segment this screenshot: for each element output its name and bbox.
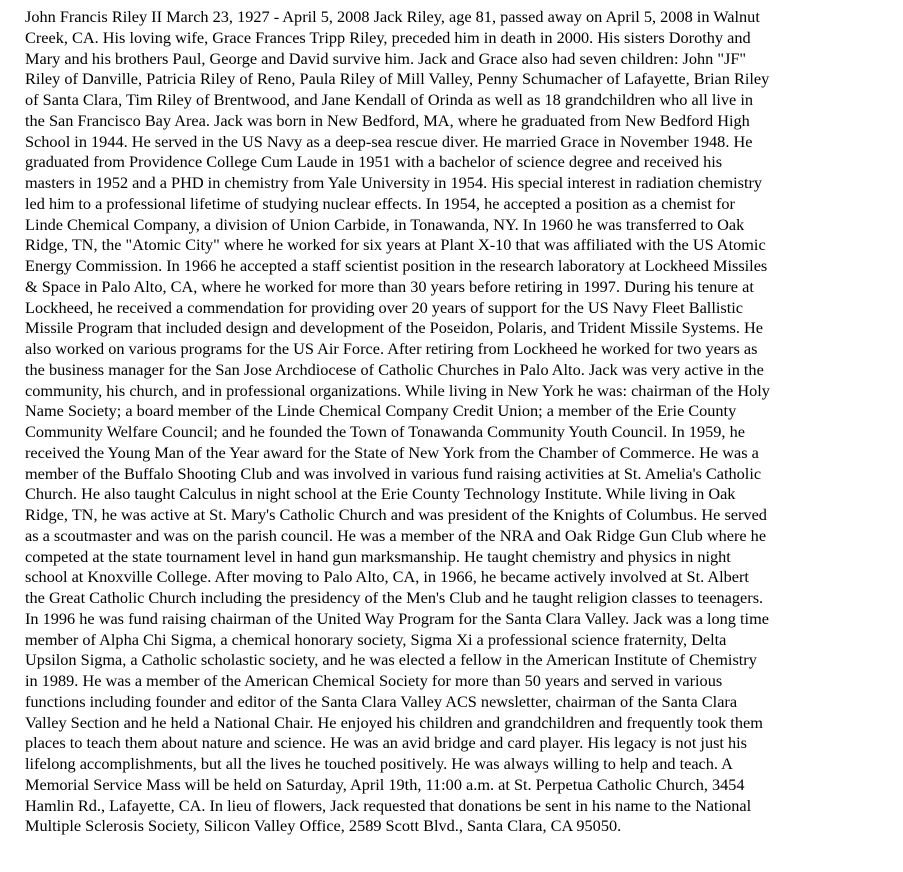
text-line: Ridge, TN, the "Atomic City" where he worked for six years at Plant X-10 that was affiliated with the US Atomic — [25, 235, 766, 255]
text-line: Church. He also taught Calculus in night school at the Erie County Technology Institute. While living in Oak — [25, 484, 736, 504]
text-line: community, his church, and in professional organizations. While living in New York he was: chairman of the Holy — [25, 380, 770, 400]
text-line: functions including founder and editor of the Santa Clara Valley ACS newsletter, chairman of the Santa Clara — [25, 691, 738, 711]
text-line: competed at the state tournament level in hand gun marksmanship. He taught chemistry and physics in night — [25, 546, 731, 566]
text-line: Riley of Danville, Patricia Riley of Reno, Paula Riley of Mill Valley, Penny Schumacher of Lafayette, Brian Riley — [25, 69, 770, 89]
text-line: member of the Buffalo Shooting Club and was involved in various fund raising activities at St. Amelia's Catholic — [25, 463, 762, 483]
text-line: places to teach them about nature and science. He was an avid bridge and card player. His legacy is not just his — [25, 733, 748, 753]
text-line: Multiple Sclerosis Society, Silicon Valley Office, 2589 Scott Blvd., Santa Clara, CA 95050. — [25, 816, 622, 836]
text-line: graduated from Providence College Cum Laude in 1951 with a bachelor of science degree and received his — [25, 152, 723, 172]
text-line: Hamlin Rd., Lafayette, CA. In lieu of flowers, Jack requested that donations be sent in his name to the National — [25, 795, 752, 815]
text-line: Lockheed, he received a commendation for providing over 20 years of support for the US Navy Fleet Ballistic — [25, 297, 743, 317]
text-line: & Space in Palo Alto, CA, where he worked for more than 30 years before retiring in 1997. During his tenure at — [25, 276, 754, 296]
text-line: Name Society; a board member of the Linde Chemical Company Credit Union; a member of the Erie County — [25, 401, 737, 421]
text-line: as a scoutmaster and was on the parish council. He was a member of the NRA and Oak Ridge Gun Club where he — [25, 525, 767, 545]
text-line: member of Alpha Chi Sigma, a chemical honorary society, Sigma Xi a professional science fraternity, Delta — [25, 629, 727, 649]
text-line: led him to a professional lifetime of studying nuclear effects. In 1954, he accepted a position as a chemist for — [25, 193, 735, 213]
text-line: Community Welfare Council; and he founded the Town of Tonawanda Community Youth Council. In 1959, he — [25, 422, 745, 441]
text-line: also worked on various programs for the US Air Force. After retiring from Lockheed he worked for two years as — [25, 339, 758, 358]
text-line: Ridge, TN, he was active at St. Mary's Catholic Church and was president of the Knights of Columbus. He served — [25, 505, 767, 524]
text-line: lifelong accomplishments, but all the lives he touched positively. He was always willing to help and teach. A — [25, 754, 733, 773]
text-line: Creek, CA. His loving wife, Grace Frances Tripp Riley, preceded him in death in 2000. His sisters Dorothy and — [25, 27, 751, 47]
text-line: Memorial Service Mass will be held on Saturday, April 19th, 11:00 a.m. at St. Perpetua Catholic Church, 3454 — [25, 774, 745, 794]
text-line: the San Francisco Bay Area. Jack was born in New Bedford, MA, where he graduated from New Bedford High — [25, 110, 750, 130]
obituary-paragraph — [25, 7, 889, 837]
text-line: Mary and his brothers Paul, George and David survive him. Jack and Grace also had seven children: John "JF" — [25, 48, 747, 68]
text-line: masters in 1952 and a PHD in chemistry from Yale University in 1954. His special interest in radiation chemistry — [25, 173, 763, 192]
text-line: Missile Program that included design and development of the Poseidon, Polaris, and Trident Missile Systems. He — [25, 318, 764, 338]
text-line: Valley Section and he held a National Chair. He enjoyed his children and grandchildren and frequently took them — [25, 712, 763, 732]
text-line: Upsilon Sigma, a Catholic scholastic society, and he was elected a fellow in the American Institute of Chemistry — [25, 650, 757, 670]
text-line: in 1989. He was a member of the American Chemical Society for more than 50 years and served in various — [25, 671, 723, 690]
text-line: the Great Catholic Church including the presidency of the Men's Club and he taught religion classes to teenagers. — [25, 588, 764, 607]
text-line: School in 1944. He served in the US Navy as a deep-sea rescue diver. He married Grace in November 1948. He — [25, 131, 753, 151]
text-line: school at Knoxville College. After moving to Palo Alto, CA, in 1966, he became actively involved at St. Albert — [25, 567, 749, 587]
text-line: Linde Chemical Company, a division of Union Carbide, in Tonawanda, NY. In 1960 he was transferred to Oak — [25, 214, 745, 234]
text-line: Energy Commission. In 1966 he accepted a staff scientist position in the research laboratory at Lockheed Missiles — [25, 256, 768, 275]
text-line: received the Young Man of the Year award for the State of New York from the Chamber of Commerce. He was a — [25, 442, 759, 462]
text-line: John Francis Riley II March 23, 1927 - April 5, 2008 Jack Riley, age 81, passed away on April 5, 2008 in Walnut — [25, 7, 760, 26]
text-line: of Santa Clara, Tim Riley of Brentwood, and Jane Kendall of Orinda as well as 18 grandchildren who all live in — [25, 90, 753, 109]
text-line: In 1996 he was fund raising chairman of the United Way Program for the Santa Clara Valley. Jack was a long time — [25, 608, 769, 628]
text-line: the business manager for the San Jose Archdiocese of Catholic Churches in Palo Alto. Jack was very active in the — [25, 359, 764, 379]
